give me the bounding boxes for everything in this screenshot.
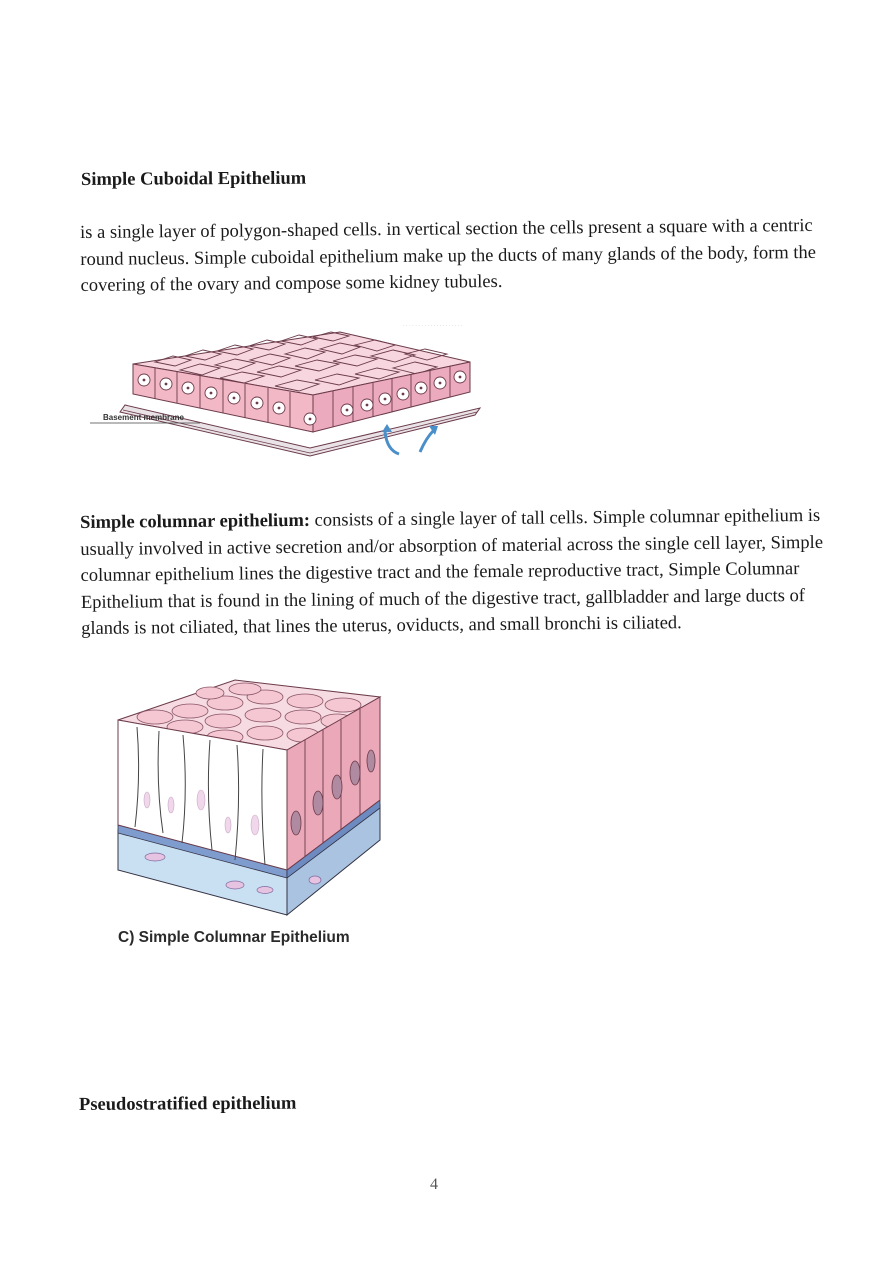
simple-columnar-text: consists of a single layer of tall cells. Simple columnar epithelium is usually involved in active secretion and/or absorption of material across the single cell layer, Simple columnar epithelium lines the digestive tract and the female reproductive tract, Simple Columnar Epithelium that is found in the lining of much of the digestive tract, gallbladder and large ducts of glands is not ciliated, that lines the uterus, oviducts, and small bronchi is ciliated. bbox=[80, 505, 824, 639]
section-heading-simple-cuboidal: Simple Cuboidal Epithelium bbox=[80, 168, 307, 190]
cuboidal-epithelium-figure bbox=[85, 320, 515, 460]
columnar-figure-caption: C) Simple Columnar Epithelium bbox=[118, 929, 350, 946]
section-heading-pseudostratified: Pseudostratified epithelium bbox=[78, 1093, 297, 1115]
paragraph-simple-columnar bbox=[80, 503, 826, 643]
page-number: 4 bbox=[430, 1176, 438, 1193]
columnar-epithelium-figure bbox=[115, 675, 385, 920]
svg-text:· · · · · · · · · · · · · · ·: · · · · · · · · · · · · · · · · · · · · bbox=[403, 323, 463, 329]
basement-membrane-label: Basement membrane bbox=[103, 413, 184, 422]
simple-columnar-lead: Simple columnar epithelium: bbox=[80, 510, 311, 533]
paragraph-simple-cuboidal: is a single layer of polygon-shaped cells. in vertical section the cells present a square with a centric round nucleus. Simple cuboidal epithelium make up the ducts of many glands of the body, form the covering of the ovary and compose some kidney tubules. bbox=[80, 215, 817, 296]
